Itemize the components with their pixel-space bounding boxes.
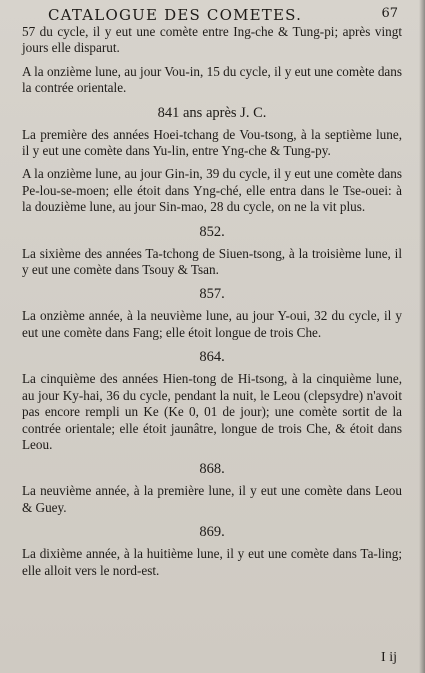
page-body <box>22 24 402 586</box>
paragraph: La neuvième année, à la première lune, il y eut une comète dans Leou & Guey. <box>22 483 402 515</box>
signature-mark: I ij <box>381 650 397 665</box>
paragraph: La sixième des années Ta-tchong de Siuen-tsong, à la troisième lune, il y eut une comète dans Tsouy & Tsan. <box>22 245 402 278</box>
year-heading: 852. <box>199 223 225 240</box>
year-heading: 868. <box>199 461 225 478</box>
paragraph: A la onzième lune, au jour Vou-in, 15 du cycle, il y eut une comète dans la contrée orientale. <box>22 63 402 96</box>
year-heading: 857. <box>199 286 225 303</box>
running-title: CATALOGUE DES COMETES. <box>48 6 303 24</box>
year-heading: 864. <box>199 349 225 366</box>
page-edge-shadow <box>419 0 425 673</box>
year-heading: 841 ans après J. C. <box>157 104 267 121</box>
paragraph: 57 du cycle, il y eut une comète entre Ing-che & Tung-pi; après vingt jours elle disparut. <box>22 24 402 56</box>
page-number: 67 <box>381 6 398 21</box>
paragraph: La première des années Hoei-tchang de Vou-tsong, à la septième lune, il y eut une comète dans Yu-lin, entre Yng-che & Tung-py. <box>22 126 402 159</box>
year-heading: 869. <box>199 524 225 541</box>
paragraph: La dixième année, à la huitième lune, il y eut une comète dans Ta-ling; elle alloit vers le nord-est. <box>22 546 402 578</box>
paragraph: La onzième année, à la neuvième lune, au jour Y-oui, 32 du cycle, il y eut une comète dans Fang; elle étoit longue de trois Che. <box>22 308 402 340</box>
page-header <box>38 6 408 26</box>
paragraph: La cinquième des années Hien-tong de Hi-tsong, à la cinquième lune, au jour Ky-hai, 36 du cycle, pendant la nuit, le Leou (clepsydre) n'avoit pas encore rempli un Ke (Ke 0, 01 de jour); une comète sortit de la contrée orientale; elle étoit jaunâtre, longue de trois Che, & étoit dans Leou. <box>22 371 402 452</box>
paragraph: A la onzième lune, au jour Gin-in, 39 du cycle, il y eut une comète dans Pe-lou-se-moen; elle étoit dans Yng-ché, elle entra dans le Tse-ouei: à la douzième lune, au jour Sin-mao, 28 du cycle, on ne la vit plus. <box>22 166 402 215</box>
